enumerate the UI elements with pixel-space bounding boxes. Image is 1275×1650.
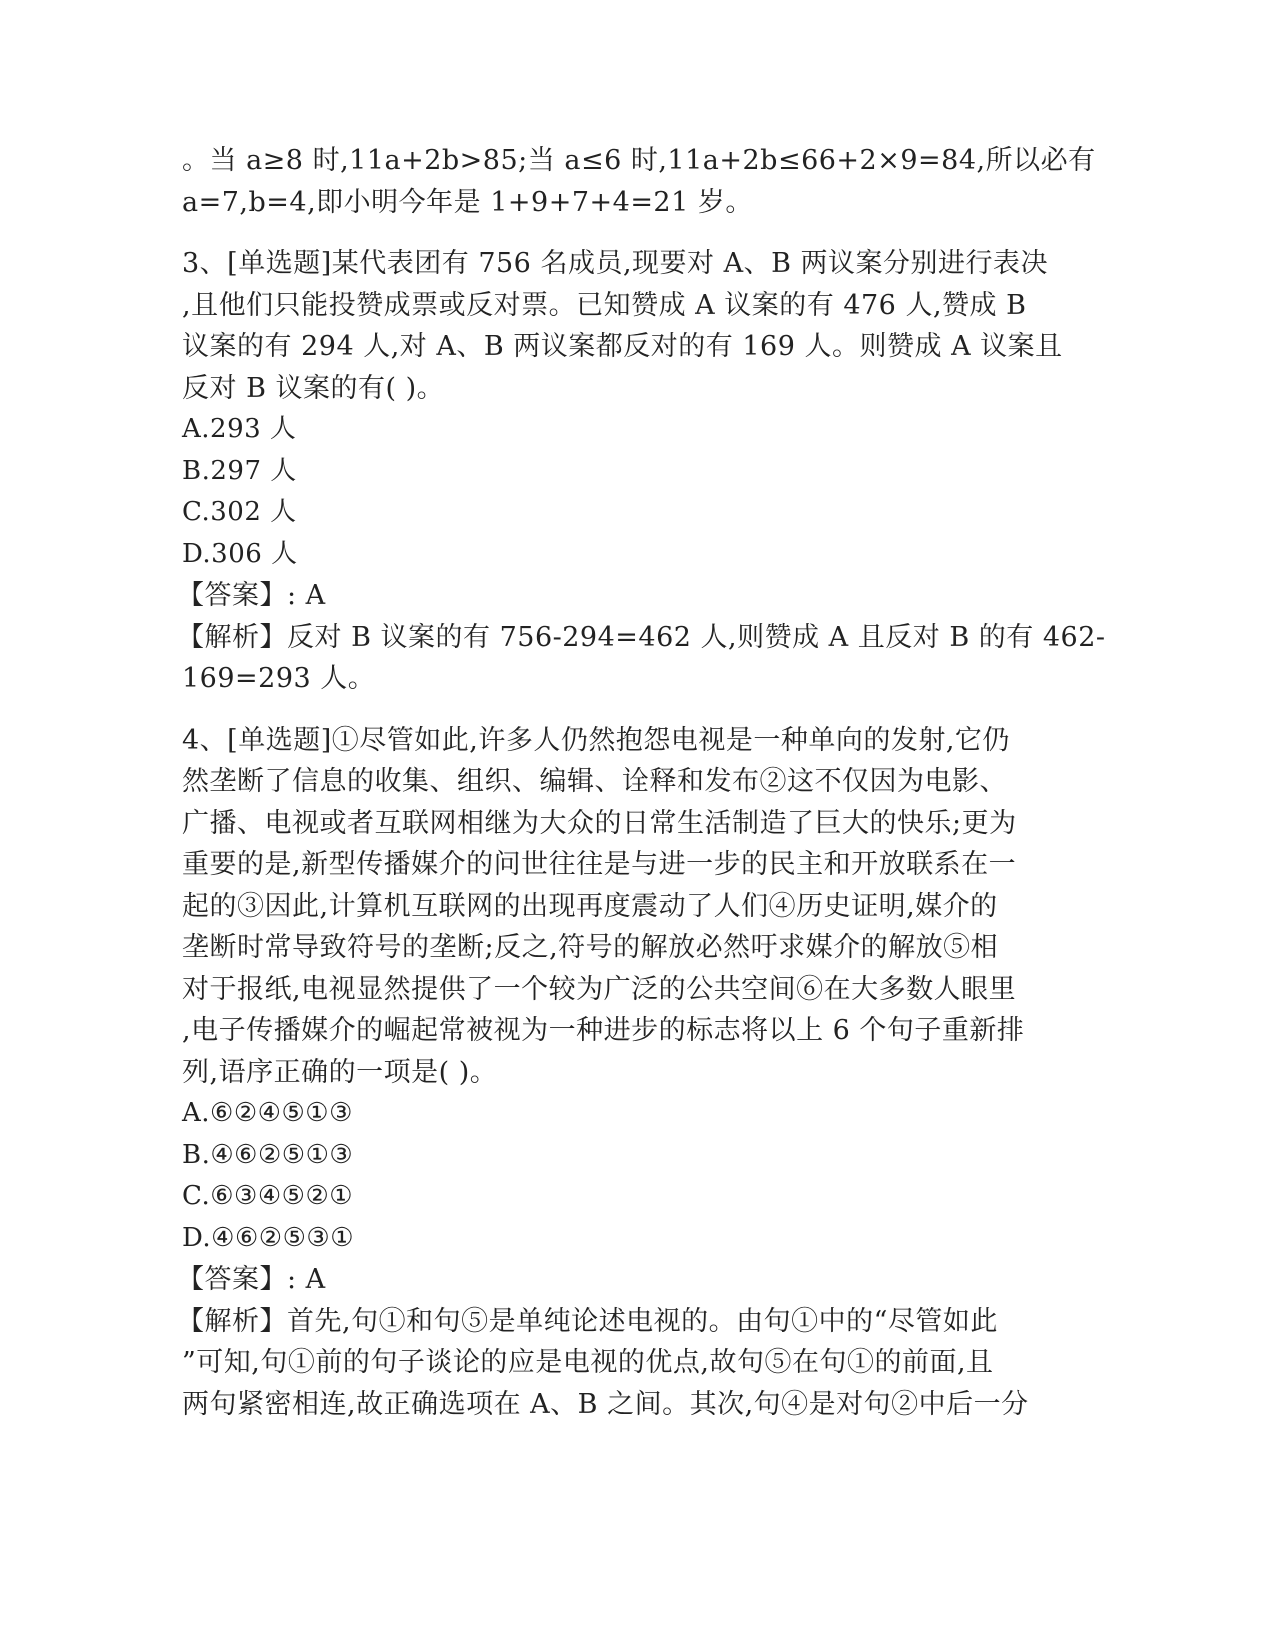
analysis-line: 两句紧密相连,故正确选项在 A、B 之间。其次,句④是对句②中后一分 bbox=[182, 1388, 1029, 1420]
question-4 bbox=[177, 720, 1082, 1426]
answer-line: 【答案】: A bbox=[177, 580, 326, 611]
question-3 bbox=[177, 243, 1106, 700]
analysis-line: 169=293 人。 bbox=[182, 663, 376, 694]
paragraph-gap bbox=[182, 700, 1082, 720]
option-a: A.⑥②④⑤①③ bbox=[182, 1098, 353, 1128]
question-stem-line: 3、[单选题]某代表团有 756 名成员,现要对 A、B 两议案分别进行表决 bbox=[182, 248, 1049, 279]
question-stem-line: 反对 B 议案的有( )。 bbox=[182, 372, 445, 404]
answer-line: 【答案】: A bbox=[177, 1264, 326, 1295]
question-stem-line: 广播、电视或者互联网相继为大众的日常生活制造了巨大的快乐;更为 bbox=[182, 807, 1017, 839]
question-stem-line: 垄断时常导致符号的垄断;反之,符号的解放必然吁求媒介的解放⑤相 bbox=[182, 932, 999, 963]
option-c: C.⑥③④⑤②① bbox=[182, 1181, 354, 1211]
question-stem-line: ,且他们只能投赞成票或反对票。已知赞成 A 议案的有 476 人,赞成 B bbox=[182, 289, 1027, 321]
option-d: D.④⑥②⑤③① bbox=[182, 1222, 355, 1253]
text-line: 。当 a≥8 时,11a+2b>85;当 a≤6 时,11a+2b≤66+2×9=84,所以必有 bbox=[182, 145, 1096, 176]
question-stem-line: 议案的有 294 人,对 A、B 两议案都反对的有 169 人。则赞成 A 议案且 bbox=[182, 331, 1063, 362]
analysis-line: 【解析】首先,句①和句⑤是单纯论述电视的。由句①中的“尽管如此 bbox=[177, 1305, 998, 1337]
question-stem-line: ,电子传播媒介的崛起常被视为一种进步的标志将以上 6 个句子重新排 bbox=[182, 1015, 1025, 1046]
paragraph-gap bbox=[182, 223, 1082, 243]
question-stem-line: 重要的是,新型传播媒介的问世往往是与进一步的民主和开放联系在一 bbox=[182, 849, 1017, 880]
question-stem-line: 列,语序正确的一项是( )。 bbox=[182, 1056, 498, 1088]
question-stem-line: 4、[单选题]①尽管如此,许多人仍然抱怨电视是一种单向的发射,它仍 bbox=[182, 724, 1010, 756]
option-b: B.297 人 bbox=[182, 455, 297, 486]
text-line: a=7,b=4,即小明今年是 1+9+7+4=21 岁。 bbox=[182, 186, 753, 218]
analysis-line: ”可知,句①前的句子谈论的应是电视的优点,故句⑤在句①的前面,且 bbox=[182, 1347, 994, 1378]
option-b: B.④⑥②⑤①③ bbox=[182, 1139, 354, 1170]
option-d: D.306 人 bbox=[182, 538, 298, 569]
question-stem-line: 起的③因此,计算机互联网的出现再度震动了人们④历史证明,媒介的 bbox=[182, 890, 998, 922]
question-stem-line: 然垄断了信息的收集、组织、编辑、诠释和发布②这不仅因为电影、 bbox=[182, 766, 1007, 797]
analysis-line: 【解析】反对 B 议案的有 756-294=462 人,则赞成 A 且反对 B 的有 462- bbox=[177, 621, 1106, 653]
question-2-tail bbox=[182, 140, 1096, 223]
document-page bbox=[177, 140, 1106, 1425]
question-stem-line: 对于报纸,电视显然提供了一个较为广泛的公共空间⑥在大多数人眼里 bbox=[182, 973, 1017, 1005]
option-a: A.293 人 bbox=[182, 414, 297, 444]
option-c: C.302 人 bbox=[182, 497, 297, 527]
